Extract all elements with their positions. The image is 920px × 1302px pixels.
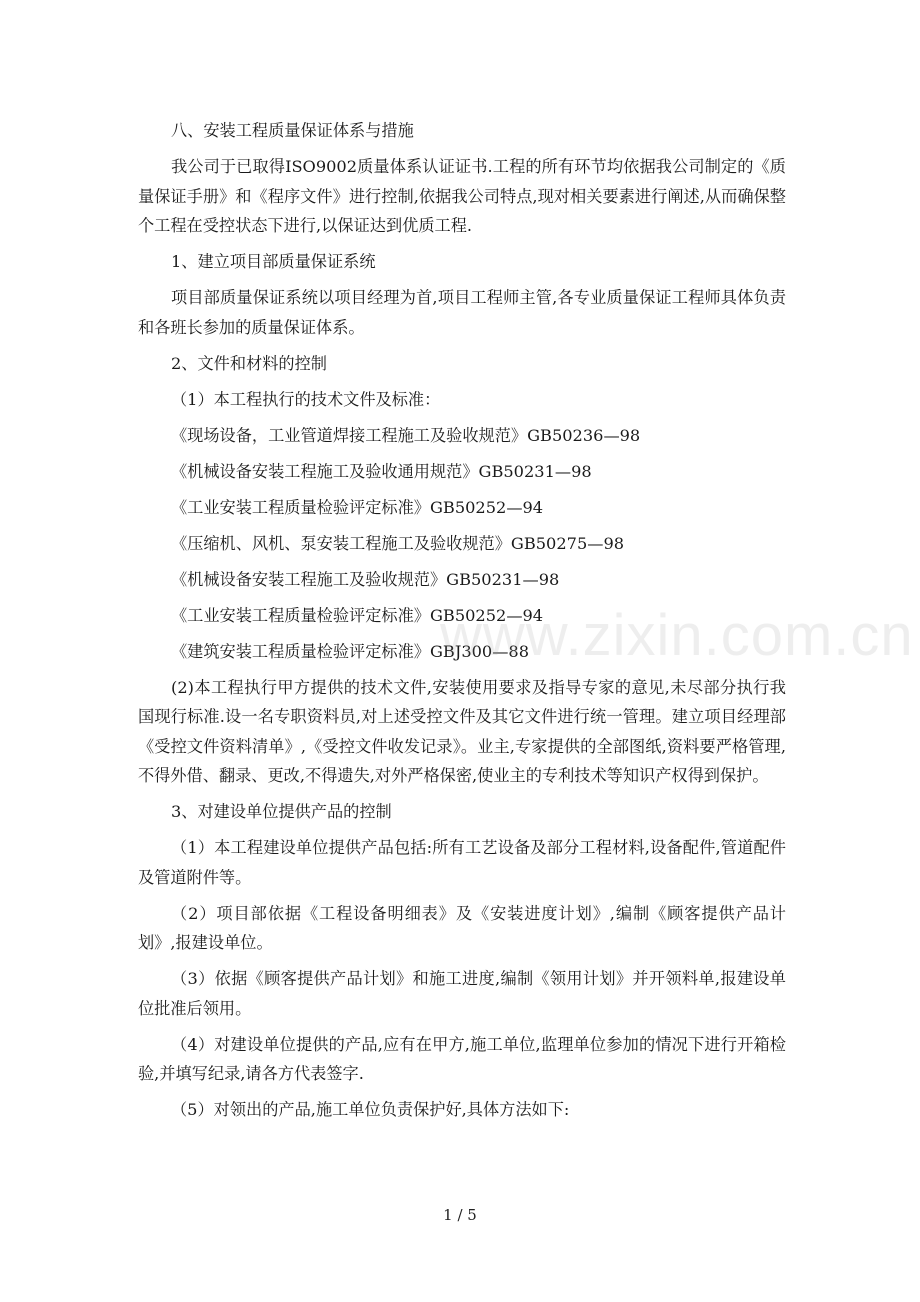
paragraph: 《压缩机、风机、泵安装工程施工及验收规范》GB50275—98: [171, 533, 625, 553]
paragraph: （2）项目部依据《工程设备明细表》及《安装进度计划》,编制《顾客提供产品计划》,报建设单位。: [138, 903, 786, 952]
paragraph: 1、建立项目部质量保证系统: [171, 252, 376, 271]
paragraph: （4）对建设单位提供的产品,应有在甲方,施工单位,监理单位参加的情况下进行开箱检验,并填写纪录,请各方代表签字.: [138, 1034, 786, 1083]
paragraph: （5）对领出的产品,施工单位负责保护好,具体方法如下:: [171, 1100, 570, 1119]
paragraph: 项目部质量保证系统以项目经理为首,项目工程师主管,各专业质量保证工程师具体负责和各班长参加的质量保证体系。: [138, 288, 786, 337]
paragraph: （1）本工程执行的技术文件及标准：: [171, 389, 441, 409]
paragraph: 《工业安装工程质量检验评定标准》GB50252—94: [171, 605, 544, 625]
paragraph: 《工业安装工程质量检验评定标准》GB50252—94: [171, 497, 544, 517]
page-number: 1 / 5: [443, 1206, 477, 1224]
paragraph: 《机械设备安装工程施工及验收规范》GB50231—98: [171, 569, 560, 589]
paragraph: 2、文件和材料的控制: [171, 353, 327, 373]
paragraph: 《建筑安装工程质量检验评定标准》GBJ300—88: [171, 641, 529, 661]
watermark-text: www.zixin.com.cn: [440, 603, 914, 668]
paragraph: (2)本工程执行甲方提供的技术文件,安装使用要求及指导专家的意见,未尽部分执行我国现行标准.设一名专职资料员,对上述受控文件及其它文件进行统一管理。建立项目经理部《受控文件资料清单》,《受控文件收发记录》。业主,专家提供的全部图纸,资料要严格管理,不得外借、翻录、更改,不得遗失,对外严格保密,使业主的专利技术等知识产权得到保护。: [138, 677, 786, 785]
paragraph: （3）依据《顾客提供产品计划》和施工进度,编制《领用计划》并开领料单,报建设单位批准后领用。: [138, 969, 786, 1018]
paragraph: 《现场设备，工业管道焊接工程施工及验收规范》GB50236—98: [171, 425, 641, 445]
paragraph: 3、对建设单位提供产品的控制: [171, 802, 392, 821]
paragraph: 我公司于已取得ISO9002质量体系认证证书.工程的所有环节均依据我公司制定的《质量保证手册》和《程序文件》进行控制,依据我公司特点,现对相关要素进行阐述,从而确保整个工程在受控状态下进行,以保证达到优质工程.: [138, 157, 786, 235]
paragraph: 八、安装工程质量保证体系与措施: [171, 121, 414, 140]
paragraph: （1）本工程建设单位提供产品包括:所有工艺设备及部分工程材料,设备配件,管道配件及管道附件等。: [138, 838, 786, 887]
paragraph: 《机械设备安装工程施工及验收通用规范》GB50231—98: [171, 461, 592, 481]
